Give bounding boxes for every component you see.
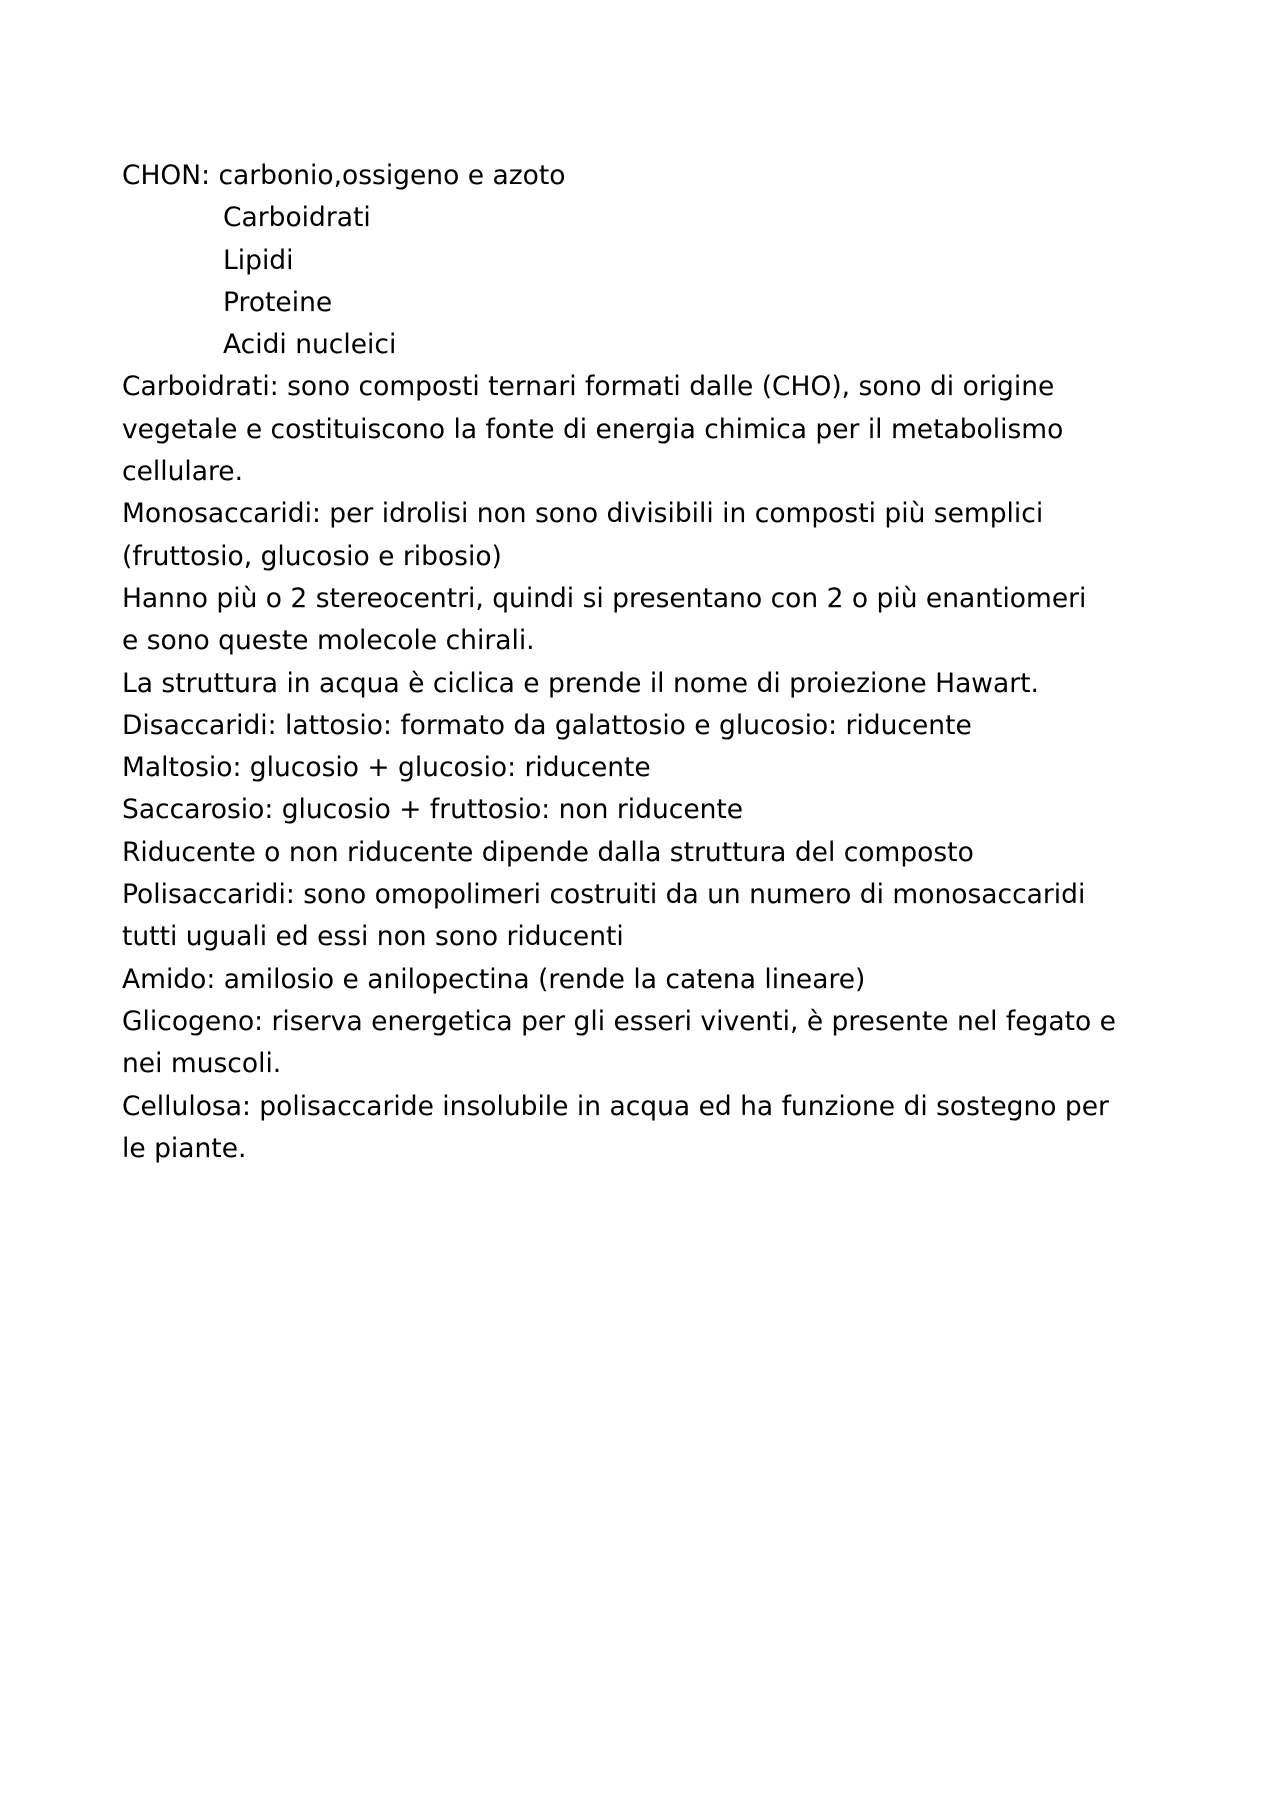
text-line: Riducente o non riducente dipende dalla struttura del composto (122, 836, 974, 868)
text-line: e sono queste molecole chirali. (122, 625, 535, 657)
text-line: Disaccaridi: lattosio: formato da galattosio e glucosio: riducente (122, 709, 972, 741)
text-line: Amido: amilosio e anilopectina (rende la catena lineare) (122, 963, 866, 995)
text-line: La struttura in acqua è ciclica e prende il nome di proiezione Hawart. (122, 667, 1039, 699)
list-item: Carboidrati (223, 202, 371, 234)
list-item: Lipidi (223, 244, 294, 276)
list-item: Proteine (223, 286, 333, 318)
text-line: cellulare. (122, 456, 244, 488)
list-item: Acidi nucleici (223, 329, 397, 361)
text-line: le piante. (122, 1132, 247, 1164)
text-line: Carboidrati: sono composti ternari formati dalle (CHO), sono di origine (122, 371, 1055, 403)
text-line: CHON: carbonio,ossigeno e azoto (122, 160, 566, 191)
text-line: Polisaccaridi: sono omopolimeri costruiti da un numero di monosaccaridi (122, 879, 1086, 911)
document-body (122, 155, 1182, 1170)
text-line: Hanno più o 2 stereocentri, quindi si presentano con 2 o più enantiomeri (122, 582, 1087, 614)
text-line: nei muscoli. (122, 1048, 282, 1080)
text-line: Maltosio: glucosio + glucosio: riducente (122, 752, 651, 784)
text-line: (fruttosio, glucosio e ribosio) (122, 540, 502, 572)
text-line: vegetale e costituiscono la fonte di energia chimica per il metabolismo (122, 413, 1064, 445)
text-line: Monosaccaridi: per idrolisi non sono divisibili in composti più semplici (122, 498, 1044, 530)
text-line: Saccarosio: glucosio + fruttosio: non riducente (122, 794, 744, 826)
text-line: tutti uguali ed essi non sono riducenti (122, 921, 624, 953)
text-line: Cellulosa: polisaccaride insolubile in acqua ed ha funzione di sostegno per (122, 1090, 1109, 1122)
text-line: Glicogeno: riserva energetica per gli esseri viventi, è presente nel fegato e (122, 1005, 1116, 1037)
